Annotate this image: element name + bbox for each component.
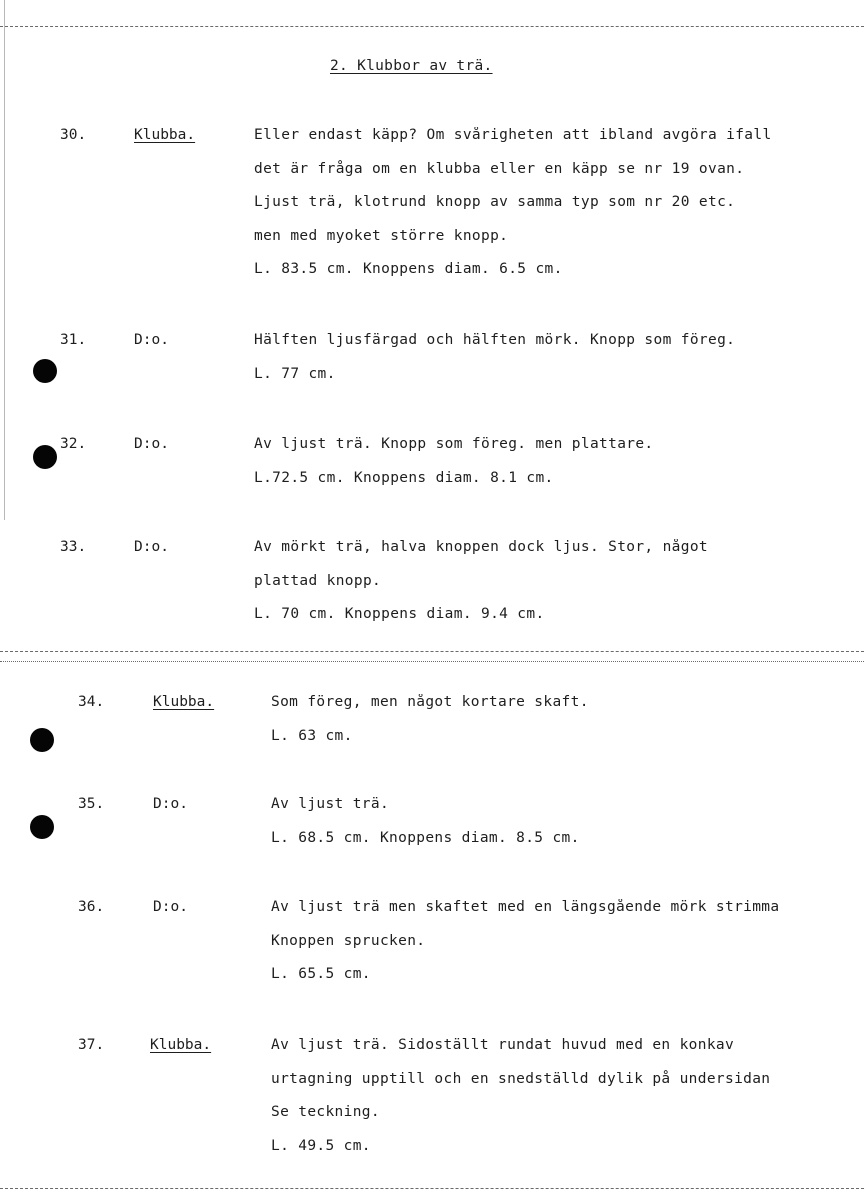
description-line: L. 68.5 cm. Knoppens diam. 8.5 cm.: [271, 829, 580, 846]
entry-description: [271, 899, 860, 1000]
description-line: Av ljust trä.: [271, 796, 390, 812]
description-line: Av ljust trä. Knopp som föreg. men plattare.: [254, 436, 654, 452]
punch-hole: [30, 815, 54, 839]
entry-description: [271, 796, 860, 863]
entry-description: [254, 436, 860, 503]
entry-number: 37.: [78, 1037, 105, 1053]
entry-number: 30.: [60, 127, 87, 143]
entry-description: [271, 1037, 860, 1171]
description-line: Se teckning.: [271, 1104, 380, 1120]
entry-description: [271, 694, 860, 761]
entry-description: [254, 332, 860, 399]
punch-hole: [33, 359, 57, 383]
entry-number: 32.: [60, 436, 87, 452]
entry-number: 34.: [78, 694, 105, 710]
description-line: Hälften ljusfärgad och hälften mörk. Knopp som föreg.: [254, 332, 736, 348]
entry-name: D:o.: [134, 539, 169, 555]
description-line: urtagning upptill och en snedställd dylik på undersidan: [271, 1070, 771, 1087]
description-line: Knoppen sprucken.: [271, 932, 426, 949]
entry-name: D:o.: [153, 796, 188, 812]
entry-name: Klubba.: [150, 1037, 212, 1053]
punch-hole: [30, 728, 54, 752]
entry-name: Klubba.: [134, 127, 196, 143]
entry-name: D:o.: [153, 899, 188, 915]
entry-description: [254, 539, 860, 640]
description-line: L. 77 cm.: [254, 365, 336, 382]
description-line: Av mörkt trä, halva knoppen dock ljus. Stor, något: [254, 539, 708, 555]
description-line: L. 49.5 cm.: [271, 1137, 371, 1154]
description-line: L. 63 cm.: [271, 727, 353, 744]
description-line: plattad knopp.: [254, 572, 382, 589]
top-fold-line: [0, 26, 864, 27]
description-line: Som föreg, men något kortare skaft.: [271, 694, 589, 710]
left-margin-line: [4, 0, 5, 520]
description-line: men med myoket större knopp.: [254, 227, 509, 244]
description-line: L. 83.5 cm. Knoppens diam. 6.5 cm.: [254, 261, 563, 277]
entry-number: 33.: [60, 539, 87, 555]
punch-hole: [33, 445, 57, 469]
description-line: L. 65.5 cm.: [271, 966, 371, 982]
middle-fold-line: [0, 651, 864, 652]
entry-name: D:o.: [134, 332, 169, 348]
description-line: L. 70 cm. Knoppens diam. 9.4 cm.: [254, 606, 545, 622]
section-title: 2. Klubbor av trä.: [330, 58, 493, 74]
description-line: det är fråga om en klubba eller en käpp se nr 19 ovan.: [254, 160, 745, 177]
description-line: Ljust trä, klotrund knopp av samma typ som nr 20 etc.: [254, 194, 736, 210]
entry-number: 36.: [78, 899, 105, 915]
entry-name: Klubba.: [153, 694, 215, 710]
entry-description: [254, 127, 860, 295]
description-line: Av ljust trä. Sidoställt rundat huvud med en konkav: [271, 1037, 735, 1053]
bottom-fold-line: [0, 1188, 864, 1189]
entry-name: D:o.: [134, 436, 169, 452]
description-line: Eller endast käpp? Om svårigheten att ibland avgöra ifall: [254, 127, 772, 143]
entry-number: 31.: [60, 332, 87, 348]
description-line: L.72.5 cm. Knoppens diam. 8.1 cm.: [254, 469, 554, 486]
middle-fold-line-lower: [0, 661, 864, 662]
description-line: Av ljust trä men skaftet med en längsgående mörk strimma: [271, 899, 780, 915]
entry-number: 35.: [78, 796, 105, 812]
